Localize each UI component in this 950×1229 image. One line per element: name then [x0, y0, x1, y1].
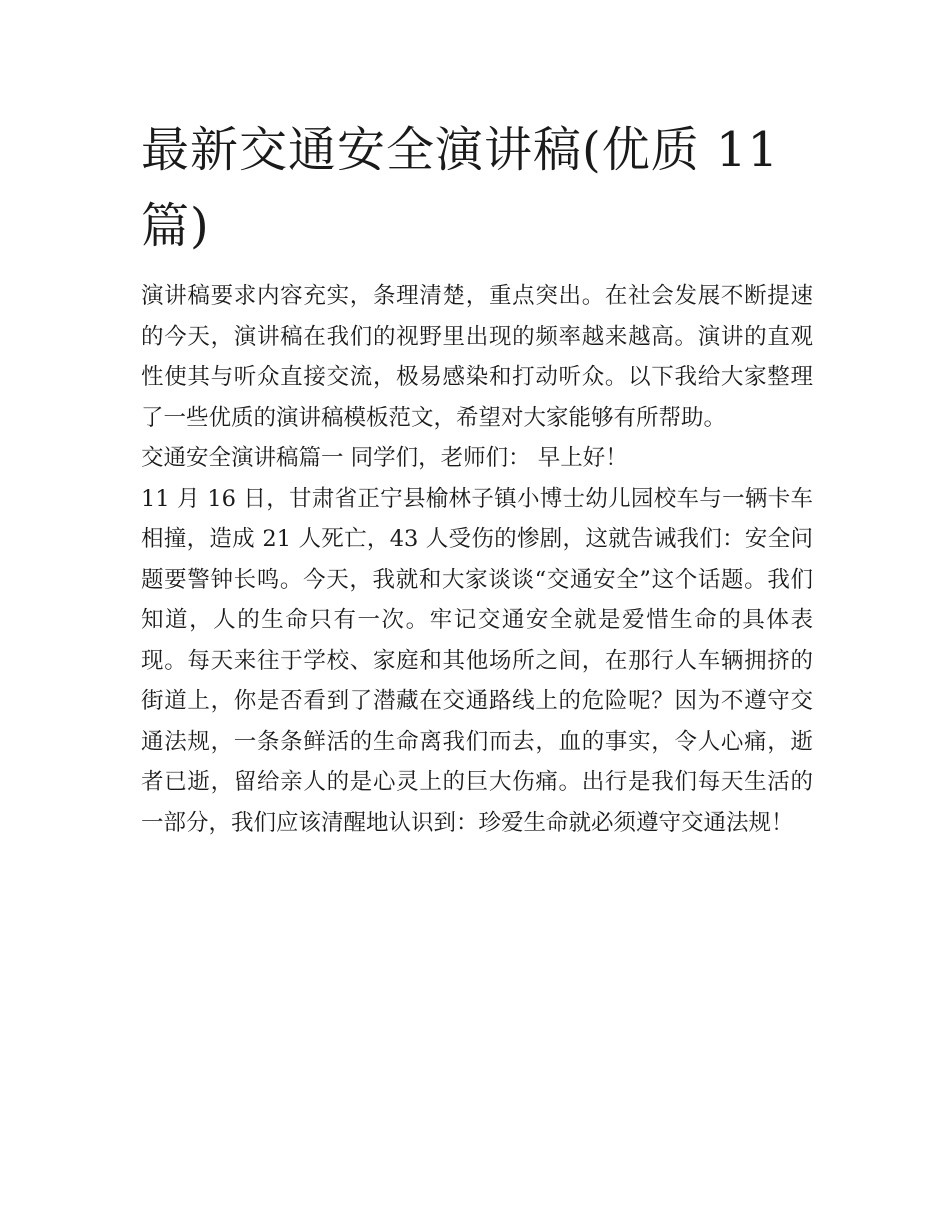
document-page [141, 112, 813, 843]
document-title: 最新交通安全演讲稿(优质 11 篇) [141, 122, 780, 254]
speech-body-paragraph: 11 月 16 日，甘肃省正宁县榆林子镇小博士幼儿园校车与一辆卡车相撞，造成 21 人死亡，43 人受伤的惨剧，这就告诫我们：安全问题要警钟长鸣。今天，我就和大家谈谈“交通安全”这个话题。我们知道，人的生命只有一次。牢记交通安全就是爱惜生命的具体表现。每天来往于学校、家庭和其他场所之间，在那行人车辆拥挤的街道上，你是否看到了潜藏在交通路线上的危险呢？因为不遵守交通法规，一条条鲜活的生命离我们而去，血的事实，令人心痛，逝者已逝，留给亲人的是心灵上的巨大伤痛。出行是我们每天生活的一部分，我们应该清醒地认识到：珍爱生命就必须遵守交通法规！ [141, 485, 813, 836]
intro-paragraph: 演讲稿要求内容充实，条理清楚，重点突出。在社会发展不断提速的今天，演讲稿在我们的视野里出现的频率越来越高。演讲的直观性使其与听众直接交流，极易感染和打动听众。以下我给大家整理了一些优质的演讲稿模板范文，希望对大家能够有所帮助。 [141, 283, 813, 431]
speech-heading-paragraph: 交通安全演讲稿篇一 同学们，老师们： 早上好！ [141, 445, 628, 471]
